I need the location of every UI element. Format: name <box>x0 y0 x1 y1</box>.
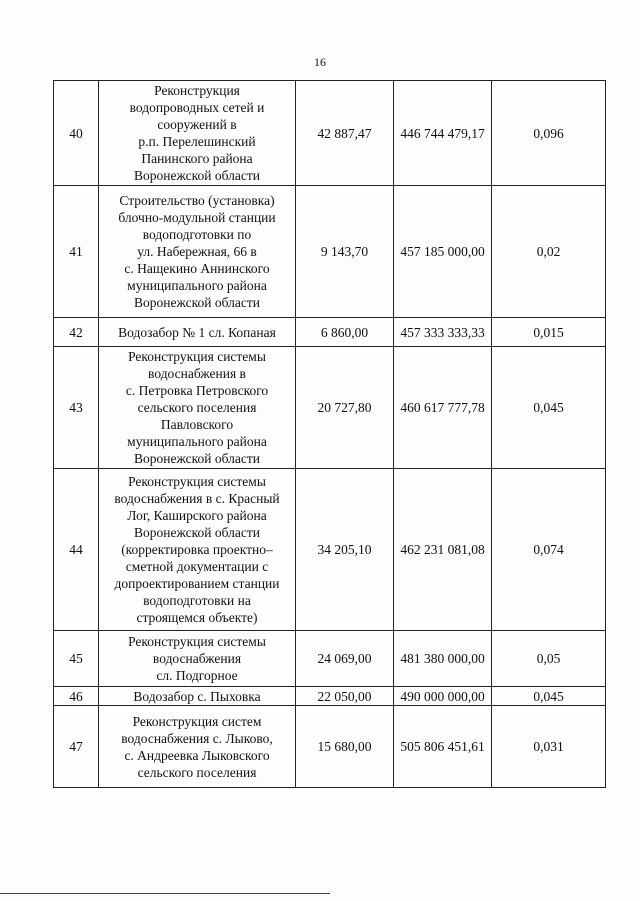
name-line: Воронежской области <box>134 295 260 310</box>
name-line: Реконструкция системы <box>128 474 266 489</box>
table-row <box>54 631 606 687</box>
name-line: водоснабжения с. Лыково, <box>121 730 273 746</box>
name-line: Воронежской области <box>134 168 260 183</box>
value-c: 0,045 <box>492 687 606 706</box>
object-name <box>99 631 296 687</box>
name-line: с. Нащекино Аннинского <box>124 261 270 276</box>
name-line: водопроводных сетей и <box>129 100 265 115</box>
value-b: 462 231 081,08 <box>394 469 492 631</box>
object-name <box>99 318 296 347</box>
value-a: 20 727,80 <box>296 347 394 469</box>
row-number: 45 <box>54 631 99 687</box>
name-line: сельского поселения <box>137 400 257 415</box>
name-line: водоподготовки по <box>142 227 252 242</box>
name-line: Павловского <box>160 417 234 432</box>
name-line: Реконструкция систем <box>132 713 262 729</box>
object-name <box>99 347 296 469</box>
table-row <box>54 186 606 318</box>
row-number: 43 <box>54 347 99 469</box>
value-b: 490 000 000,00 <box>394 687 492 706</box>
name-line: Строительство (установка) <box>119 193 275 208</box>
value-a: 34 205,10 <box>296 469 394 631</box>
data-table <box>53 80 606 788</box>
value-b: 457 333 333,33 <box>394 318 492 347</box>
name-line: Панинского района <box>141 151 253 166</box>
name-line: муниципального района <box>127 278 267 293</box>
row-number: 44 <box>54 469 99 631</box>
value-a: 22 050,00 <box>296 687 394 706</box>
name-line: Воронежской области <box>134 451 260 466</box>
value-c: 0,05 <box>492 631 606 687</box>
table-row <box>54 81 606 186</box>
footer-divider <box>0 893 330 894</box>
value-a: 15 680,00 <box>296 706 394 788</box>
name-line: Водозабор № 1 сл. Копаная <box>118 324 276 340</box>
row-number: 47 <box>54 706 99 788</box>
name-line: Лог, Каширского района <box>127 508 267 523</box>
name-line: Реконструкция системы <box>128 634 266 649</box>
name-line: водоснабжения в с. Красный <box>114 491 280 506</box>
name-line: сооружений в <box>157 117 237 132</box>
name-line: блочно-модульной станции <box>118 210 276 225</box>
value-c: 0,015 <box>492 318 606 347</box>
name-line: (корректировка проектно– <box>121 542 273 557</box>
object-name <box>99 186 296 318</box>
name-line: с. Андреевка Лыковского <box>124 747 270 763</box>
name-line: с. Петровка Петровского <box>125 383 269 398</box>
row-number: 41 <box>54 186 99 318</box>
row-number: 46 <box>54 687 99 706</box>
table-row <box>54 706 606 788</box>
name-line: муниципального района <box>127 434 267 449</box>
name-line: водоподготовки на <box>143 593 251 608</box>
value-c: 0,045 <box>492 347 606 469</box>
value-c: 0,074 <box>492 469 606 631</box>
value-a: 42 887,47 <box>296 81 394 186</box>
value-b: 481 380 000,00 <box>394 631 492 687</box>
value-b: 457 185 000,00 <box>394 186 492 318</box>
name-line: ул. Набережная, 66 в <box>137 244 257 259</box>
value-a: 9 143,70 <box>296 186 394 318</box>
table-row <box>54 687 606 706</box>
value-b: 505 806 451,61 <box>394 706 492 788</box>
name-line: Реконструкция системы <box>128 349 266 364</box>
name-line: сл. Подгорное <box>156 668 238 683</box>
name-line: строящемся объекте) <box>136 610 258 625</box>
name-line: сметной документации с <box>125 559 269 574</box>
value-c: 0,02 <box>492 186 606 318</box>
value-a: 6 860,00 <box>296 318 394 347</box>
row-number: 40 <box>54 81 99 186</box>
page-number: 16 <box>314 55 326 69</box>
table-row <box>54 318 606 347</box>
object-name <box>99 706 296 788</box>
name-line: водоснабжения <box>152 651 242 666</box>
name-line: сельского поселения <box>137 764 257 780</box>
name-line: допроектированием станции <box>114 576 280 591</box>
table-row <box>54 469 606 631</box>
value-a: 24 069,00 <box>296 631 394 687</box>
value-b: 460 617 777,78 <box>394 347 492 469</box>
value-c: 0,031 <box>492 706 606 788</box>
name-line: водоснабжения в <box>148 366 246 381</box>
object-name <box>99 469 296 631</box>
object-name <box>99 687 296 706</box>
name-line: Воронежской области <box>134 525 260 540</box>
table-row <box>54 347 606 469</box>
name-line: Реконструкция <box>154 83 240 98</box>
name-line: Водозабор с. Пыховка <box>133 688 261 704</box>
name-line: р.п. Перелешинский <box>138 134 256 149</box>
value-c: 0,096 <box>492 81 606 186</box>
object-name <box>99 81 296 186</box>
value-b: 446 744 479,17 <box>394 81 492 186</box>
row-number: 42 <box>54 318 99 347</box>
